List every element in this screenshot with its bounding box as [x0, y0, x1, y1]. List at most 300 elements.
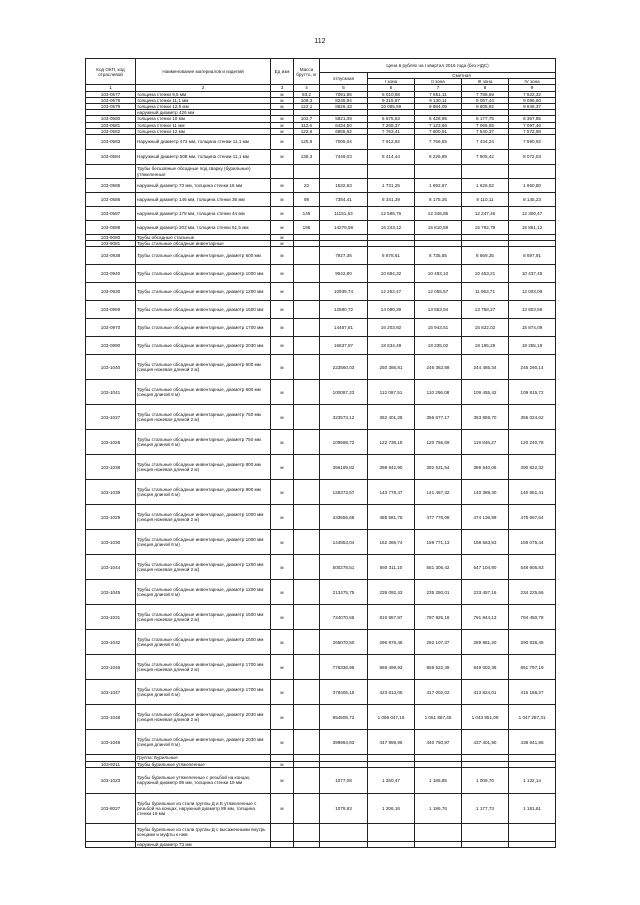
cell-release-price: 109588,72 [320, 430, 368, 455]
cell-name: Трубы бурильные утяжеленные с резьбой на концах, наружный диаметр 89 мм, толщина стенки 19 мм [136, 767, 271, 793]
cell-zone2-price: 141 467,32 [415, 480, 462, 505]
cell-name: толщина стенки 10 мм [136, 116, 271, 122]
cell-mass [294, 630, 320, 655]
table-row [86, 630, 556, 655]
cell-release-price: 10939,74 [320, 283, 368, 301]
cell-code: 103-1038 [86, 455, 136, 480]
cell-zone1-price: 8 341,39 [368, 193, 415, 207]
cell-zone1-price: 869 499,93 [368, 655, 415, 680]
cell-zone1-price: 560 311,10 [368, 555, 415, 580]
table-row [86, 337, 556, 355]
cell-release-price [320, 841, 368, 847]
cell-code: 103-0579 [86, 104, 136, 110]
cell-zone2-price [415, 823, 462, 841]
cell-code: 103-0930 [86, 283, 136, 301]
cell-zone4-price [509, 823, 556, 841]
header-zone4: IV зона [509, 79, 556, 85]
cell-zone3-price: 289 881,20 [462, 630, 509, 655]
cell-unit: м [271, 630, 294, 655]
header-zone3: III зона [462, 79, 509, 85]
cell-mass [294, 301, 320, 319]
cell-zone1-price: 362 401,28 [368, 405, 415, 430]
cell-zone4-price: 12 300,47 [509, 207, 556, 221]
cell-code: 103-0990 [86, 337, 136, 355]
table-row [86, 405, 556, 430]
cell-code: 103-1041 [86, 380, 136, 405]
cell-unit: м [271, 793, 294, 823]
cell-unit: м [271, 179, 294, 193]
cell-code: 103-0938 [86, 247, 136, 265]
cell-release-price: 265070,50 [320, 630, 368, 655]
cell-name: Трубы стальные обсадные инвентарные, диаметр 800 мм (секция ножевая длиной 2 м) [136, 455, 271, 480]
cell-mass: 93,2 [294, 91, 320, 97]
cell-name: толщина стенки 12 мм [136, 128, 271, 134]
cell-code: 103-1049 [86, 730, 136, 755]
cell-unit: м [271, 221, 294, 235]
cell-zone4-price: 140 851,41 [509, 480, 556, 505]
column-number: 8 [462, 85, 509, 91]
cell-zone2-price: 1 186,76 [415, 793, 462, 823]
cell-zone3-price: 8 110,11 [462, 193, 509, 207]
cell-zone1-price: 162 366,74 [368, 530, 415, 555]
cell-unit: м [271, 283, 294, 301]
cell-zone3-price: 389 540,06 [462, 455, 509, 480]
cell-name: Трубы стальные обсадные инвентарные, диаметр 1200 мм (секция длиной 6 м) [136, 580, 271, 605]
cell-name: Трубы стальные обсадные инвентарные, диаметр 600 мм (секция ножевая длиной 2 м) [136, 355, 271, 380]
cell-zone4-price: 9 096,60 [509, 97, 556, 103]
cell-name: Наружный диаметр 508 мм, толщина стенки 11,1 мм [136, 150, 271, 165]
cell-zone2-price: 9 884,09 [415, 104, 462, 110]
cell-mass [294, 405, 320, 430]
cell-release-price: 12580,72 [320, 301, 368, 319]
cell-zone4-price: 548 905,83 [509, 555, 556, 580]
cell-unit: м [271, 337, 294, 355]
cell-zone3-price: 9 057,44 [462, 97, 509, 103]
cell-zone1-price: 1 206,16 [368, 793, 415, 823]
cell-code: 103-0577 [86, 91, 136, 97]
cell-zone1-price: 12 252,47 [368, 283, 415, 301]
cell-zone3-price: 13 758,27 [462, 301, 509, 319]
cell-zone4-price: 794 450,78 [509, 605, 556, 630]
table-body [86, 91, 556, 847]
cell-name: толщина стенки 11,1 мм [136, 97, 271, 103]
cell-name: Трубы стальные обсадные инвентарные [136, 241, 271, 247]
table-row [86, 530, 556, 555]
cell-zone1-price: 1 260,47 [368, 767, 415, 793]
cell-release-price: 954508,72 [320, 705, 368, 730]
cell-release-price: 776336,96 [320, 655, 368, 680]
table-row [86, 221, 556, 235]
cell-zone1-price: 810 957,97 [368, 605, 415, 630]
cell-zone1-price: 16 243,12 [368, 221, 415, 235]
cell-unit: м [271, 555, 294, 580]
header-mass: Масса брутто, кг [294, 59, 320, 85]
cell-zone2-price: 551 306,42 [415, 555, 462, 580]
cell-name: толщина стенки 12,6 мм [136, 104, 271, 110]
cell-zone3-price: 15 822,02 [462, 319, 509, 337]
cell-name: Трубы стальные обсадные инвентарные, диаметр 1700 мм [136, 319, 271, 337]
cell-zone4-price: 9 848,37 [509, 104, 556, 110]
cell-unit: м [271, 319, 294, 337]
cell-unit: м [271, 235, 294, 241]
table-row [86, 680, 556, 705]
cell-mass [294, 480, 320, 505]
cell-zone3-price: 1 009,70 [462, 767, 509, 793]
cell-zone2-price: 1 051 867,45 [415, 705, 462, 730]
cell-zone3-price: 109 455,42 [462, 380, 509, 405]
cell-mass [294, 680, 320, 705]
cell-zone4-price: 10 437,45 [509, 265, 556, 283]
cell-mass [294, 605, 320, 630]
cell-release-price: 100087,23 [320, 380, 368, 405]
cell-mass: 122,1 [294, 104, 320, 110]
cell-mass [294, 580, 320, 605]
table-row [86, 505, 556, 530]
cell-release-price: 7005,04 [320, 135, 368, 150]
cell-mass [294, 380, 320, 405]
cell-code: 103-0587 [86, 207, 136, 221]
cell-code: 103-1031 [86, 605, 136, 630]
cell-zone2-price: 120 766,69 [415, 430, 462, 455]
table-row [86, 165, 556, 179]
cell-mass [294, 355, 320, 380]
cell-zone3-price: 10 453,21 [462, 265, 509, 283]
header-zone1: I зона [368, 79, 415, 85]
cell-code: 103-0585 [86, 179, 136, 193]
cell-code: 103-1045 [86, 580, 136, 605]
cell-zone3-price: 140 389,30 [462, 480, 509, 505]
cell-release-price: 323573,12 [320, 405, 368, 430]
cell-code: 103-1039 [86, 480, 136, 505]
cell-unit: м [271, 116, 294, 122]
cell-zone3-price: 119 846,27 [462, 430, 509, 455]
cell-unit: м [271, 91, 294, 97]
cell-unit: м [271, 128, 294, 134]
cell-code: 103-0969 [86, 301, 136, 319]
cell-mass [294, 430, 320, 455]
cell-zone1-price: 1 069 047,16 [368, 705, 415, 730]
cell-zone1-price: 250 386,81 [368, 355, 415, 380]
cell-release-price: 1532,63 [320, 179, 368, 193]
cell-zone1-price: 122 739,18 [368, 430, 415, 455]
cell-code: 103-1032 [86, 630, 136, 655]
cell-mass: 112,6 [294, 122, 320, 128]
cell-zone3-price: 1 177,73 [462, 793, 509, 823]
column-number: 1 [86, 85, 136, 91]
cell-zone2-price: 7 851,11 [415, 91, 462, 97]
cell-zone2-price: 159 771,13 [415, 530, 462, 555]
cell-name: Группа: Бурильные [136, 755, 271, 761]
cell-zone2-price: 1 692,67 [415, 179, 462, 193]
table-row [86, 480, 556, 505]
cell-zone1-price: 239 092,43 [368, 580, 415, 605]
cell-unit: м [271, 680, 294, 705]
cell-release-price: 6434,50 [320, 122, 368, 128]
cell-zone2-price: 392 531,54 [415, 455, 462, 480]
cell-release-price: 14279,58 [320, 221, 368, 235]
cell-zone4-price: 7 590,92 [509, 135, 556, 150]
cell-release-price: 14467,81 [320, 319, 368, 337]
cell-zone1-price: 7 268,37 [368, 122, 415, 128]
cell-zone4-price: 7 822,32 [509, 91, 556, 97]
table-row [86, 265, 556, 283]
column-number: 5 [320, 85, 368, 91]
cell-mass: 22 [294, 179, 320, 193]
cell-zone3-price: 791 844,13 [462, 605, 509, 630]
cell-code: 103-0940 [86, 265, 136, 283]
cell-zone1-price: 12 596,76 [368, 207, 415, 221]
cell-name: Трубы стальные обсадные инвентарные, диаметр 800 мм (секция длиной 6 м) [136, 480, 271, 505]
cell-zone2-price: 18 335,02 [415, 337, 462, 355]
cell-zone1-price: 18 634,49 [368, 337, 415, 355]
cell-unit: м [271, 767, 294, 793]
cell-zone1-price: 9 315,87 [368, 97, 415, 103]
cell-zone4-price: 15 861,12 [509, 221, 556, 235]
cell-release-price [320, 823, 368, 841]
table-row [86, 841, 556, 847]
cell-release-price: 9542,80 [320, 265, 368, 283]
cell-zone4-price: 1 047 287,31 [509, 705, 556, 730]
cell-zone2-price: 10 483,10 [415, 265, 462, 283]
cell-release-price: 378405,15 [320, 680, 368, 705]
table-row [86, 301, 556, 319]
cell-zone1-price: 7 912,92 [368, 135, 415, 150]
cell-zone4-price: 234 225,66 [509, 580, 556, 605]
cell-code [86, 841, 136, 847]
table-row [86, 135, 556, 150]
cell-zone3-price: 15 792,79 [462, 221, 509, 235]
cell-zone1-price: 16 203,92 [368, 319, 415, 337]
cell-unit: м [271, 655, 294, 680]
cell-unit: м [271, 405, 294, 430]
cell-zone3-price: 849 002,38 [462, 655, 509, 680]
cell-code: 103-0582 [86, 128, 136, 134]
cell-zone2-price: 7 756,55 [415, 135, 462, 150]
cell-name: Трубы стальные обсадные инвентарные, диаметр 1700 мм (секция длиной 6 м) [136, 680, 271, 705]
cell-zone1-price: 6 575,53 [368, 116, 415, 122]
cell-name: Наружный диаметр 473 мм, толщина стенки 11,1 мм [136, 135, 271, 150]
cell-code [86, 165, 136, 179]
cell-unit: м [271, 193, 294, 207]
cell-code: 103-0580 [86, 116, 136, 122]
cell-release-price: 724070,56 [320, 605, 368, 630]
cell-zone2-price: 9 130,11 [415, 97, 462, 103]
cell-name: Трубы стальные обсадные инвентарные, диаметр 1200 мм [136, 283, 271, 301]
cell-mass [294, 655, 320, 680]
cell-code: 103-0970 [86, 319, 136, 337]
column-number: 3 [271, 85, 294, 91]
cell-zone3-price: 9 805,92 [462, 104, 509, 110]
cell-zone4-price: 109 815,72 [509, 380, 556, 405]
cell-zone3-price: 7 788,59 [462, 91, 509, 97]
cell-zone1-price: 8 414,44 [368, 150, 415, 165]
cell-name: Трубы бурильные из стали группы Д с высаженными внутрь концами и муфты к ним [136, 823, 271, 841]
cell-unit: м [271, 241, 294, 247]
cell-unit: м [271, 530, 294, 555]
cell-zone1-price [368, 165, 415, 179]
table-row [86, 580, 556, 605]
cell-zone2-price [415, 841, 462, 847]
cell-unit: м [271, 150, 294, 165]
cell-zone3-price: 547 104,90 [462, 555, 509, 580]
cell-code: 103-1044 [86, 555, 136, 580]
table-row [86, 767, 556, 793]
cell-zone4-price: 1 660,80 [509, 179, 556, 193]
cell-zone1-price: 143 778,47 [368, 480, 415, 505]
cell-mass [294, 793, 320, 823]
cell-release-price: 1077,08 [320, 767, 368, 793]
cell-code: 103-0588 [86, 221, 136, 235]
cell-zone4-price: 8 072,03 [509, 150, 556, 165]
cell-zone4-price: 6 367,85 [509, 116, 556, 122]
cell-zone4-price: 390 822,32 [509, 455, 556, 480]
cell-zone3-price: 7 540,37 [462, 128, 509, 134]
cell-name: Трубы стальные обсадные инвентарные, диаметр 1500 мм [136, 301, 271, 319]
cell-zone1-price: 296 878,46 [368, 630, 415, 655]
cell-unit: м [271, 207, 294, 221]
cell-zone2-price: 12 055,57 [415, 283, 462, 301]
cell-release-price: 213475,75 [320, 580, 368, 605]
cell-unit: м [271, 265, 294, 283]
cell-zone2-price: 356 577,17 [415, 405, 462, 430]
cell-mass: 122,6 [294, 128, 320, 134]
cell-zone2-price: 1 185,85 [415, 767, 462, 793]
cell-mass [294, 555, 320, 580]
cell-zone4-price: 475 697,64 [509, 505, 556, 530]
cell-mass [294, 823, 320, 841]
cell-zone2-price: 246 362,88 [415, 355, 462, 380]
table-row [86, 179, 556, 193]
cell-zone3-price: 18 195,29 [462, 337, 509, 355]
cell-unit: м [271, 580, 294, 605]
column-number: 2 [136, 85, 271, 91]
cell-unit: м [271, 380, 294, 405]
header-release: отпускная [320, 73, 368, 85]
table-row [86, 355, 556, 380]
cell-zone4-price: 438 841,85 [509, 730, 556, 755]
cell-name: Трубы стальные обсадные инвентарные, диаметр 2030 мм [136, 337, 271, 355]
cell-release-price: 11151,53 [320, 207, 368, 221]
cell-zone3-price [462, 841, 509, 847]
cell-zone2-price: 797 925,18 [415, 605, 462, 630]
cell-zone2-price: 13 863,94 [415, 301, 462, 319]
cell-zone1-price: 14 090,39 [368, 301, 415, 319]
cell-zone1-price: 112 097,51 [368, 380, 415, 405]
cell-name: толщина стенки 9,5 мм [136, 91, 271, 97]
cell-code: 103-9211 [86, 761, 136, 767]
cell-release-price: 5821,09 [320, 116, 368, 122]
cell-release-price: 399964,93 [320, 730, 368, 755]
cell-mass [294, 767, 320, 793]
cell-name: Трубы стальные обсадные инвентарные, диаметр 600 мм [136, 247, 271, 265]
cell-name: наружный диаметр 73 мм, толщина стенки 16 мм [136, 179, 271, 193]
cell-zone3-price: 353 859,70 [462, 405, 509, 430]
cell-zone2-price: 6 428,95 [415, 116, 462, 122]
cell-name: наружный диаметр 73 мм [136, 841, 271, 847]
cell-mass [294, 505, 320, 530]
cell-unit: м [271, 135, 294, 150]
cell-unit: м [271, 430, 294, 455]
cell-mass [294, 730, 320, 755]
cell-name: Трубы стальные обсадные инвентарные, диаметр 750 мм (секция длиной 6 м) [136, 430, 271, 455]
table-row [86, 605, 556, 630]
column-number: 9 [509, 85, 556, 91]
cell-name: Трубы стальные обсадные инвентарные, диаметр 1700 мм (секция ножевая длиной 2 м) [136, 655, 271, 680]
cell-code: 103-1027 [86, 405, 136, 430]
cell-code: 103-0581 [86, 122, 136, 128]
cell-code: 103-1048 [86, 705, 136, 730]
cell-release-price: 144853,04 [320, 530, 368, 555]
cell-release-price: 7384,41 [320, 193, 368, 207]
cell-mass [294, 841, 320, 847]
cell-unit: м [271, 301, 294, 319]
cell-zone2-price [415, 165, 462, 179]
cell-zone1-price: 10 085,59 [368, 104, 415, 110]
cell-unit [271, 165, 294, 179]
cell-zone4-price: 120 240,78 [509, 430, 556, 455]
cell-unit [271, 823, 294, 841]
cell-release-price: 433555,68 [320, 505, 368, 530]
cell-code: 103-9080 [86, 235, 136, 241]
cell-release-price: 356189,82 [320, 455, 368, 480]
cell-zone2-price: 235 250,01 [415, 580, 462, 605]
header-zone2: II зона [415, 79, 462, 85]
cell-zone4-price: 13 803,58 [509, 301, 556, 319]
cell-mass [294, 530, 320, 555]
table-row [86, 150, 556, 165]
cell-mass: 108,3 [294, 97, 320, 103]
cell-name: Трубы бурильные утяжеленные [136, 761, 271, 767]
cell-code: 103-0578 [86, 97, 136, 103]
cell-release-price: 7927,36 [320, 247, 368, 265]
cell-zone4-price: 8 697,91 [509, 247, 556, 265]
cell-unit [271, 841, 294, 847]
cell-unit: м [271, 480, 294, 505]
table-row [86, 380, 556, 405]
cell-zone3-price: 8 669,35 [462, 247, 509, 265]
header-price-group: Цена в рублях на I квартал 2016 года (без НДС) [320, 59, 556, 73]
cell-zone3-price: 437 401,90 [462, 730, 509, 755]
cell-mass [294, 455, 320, 480]
header-code: Код ОКП, код отраслевой [86, 59, 136, 85]
cell-zone3-price: 7 066,55 [462, 122, 509, 128]
cell-code: 103-8027 [86, 793, 136, 823]
cell-zone1-price [368, 841, 415, 847]
cell-release-price: 6865,62 [320, 128, 368, 134]
cell-zone4-price: 7 572,98 [509, 128, 556, 134]
cell-unit: м [271, 761, 294, 767]
cell-zone1-price [368, 823, 415, 841]
cell-zone4-price: 18 255,19 [509, 337, 556, 355]
cell-zone1-price: 8 010,68 [368, 91, 415, 97]
cell-release-price: 223560,03 [320, 355, 368, 380]
cell-zone3-price [462, 823, 509, 841]
cell-zone4-price: 12 003,09 [509, 283, 556, 301]
cell-unit: м [271, 104, 294, 110]
cell-code: 103-1028 [86, 430, 136, 455]
cell-release-price: 16637,87 [320, 337, 368, 355]
column-number: 6 [368, 85, 415, 91]
cell-code: 103-1030 [86, 530, 136, 555]
cell-zone2-price: 8 226,89 [415, 150, 462, 165]
cell-release-price [320, 165, 368, 179]
cell-zone4-price: 7 097,46 [509, 122, 556, 128]
table-row [86, 193, 556, 207]
cell-zone3-price: 7 905,42 [462, 150, 509, 165]
cell-code: 103-9081 [86, 241, 136, 247]
cell-zone1-price: 398 942,90 [368, 455, 415, 480]
cell-unit: м [271, 505, 294, 530]
